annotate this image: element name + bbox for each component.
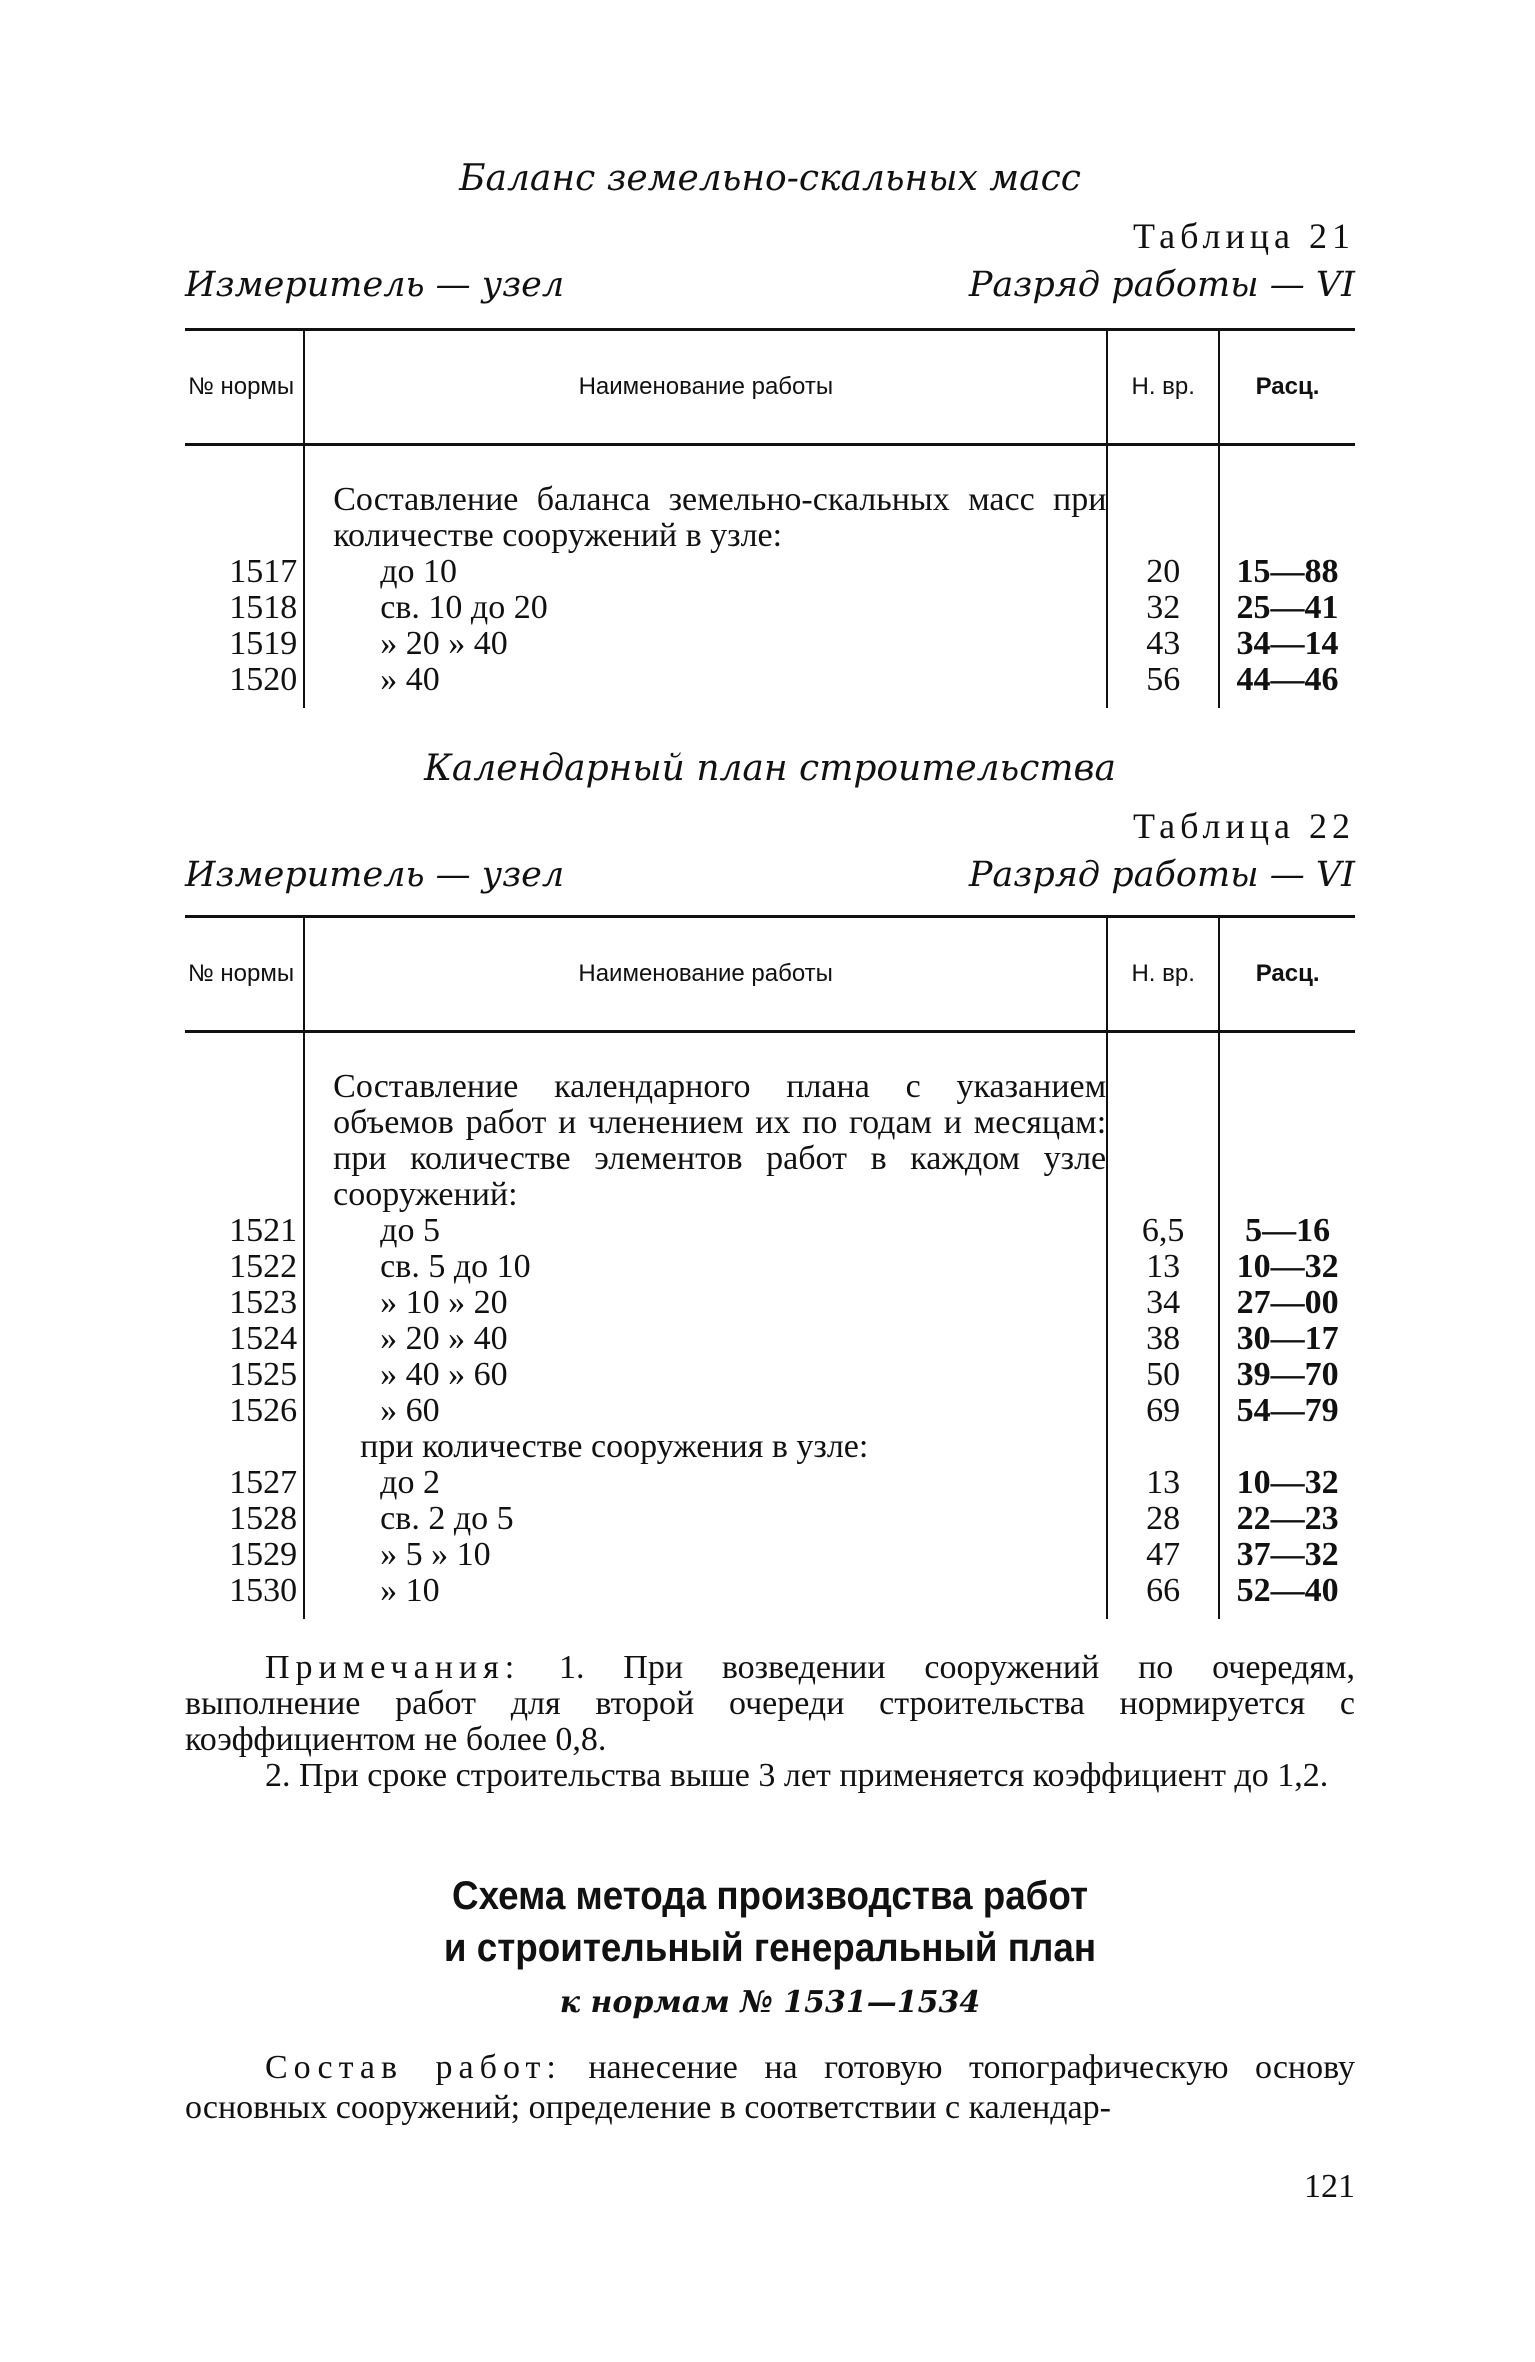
section-subheading: к нормам № 1531—1534 bbox=[559, 1985, 981, 2020]
row-work-name: св. 2 до 5 bbox=[304, 1501, 1107, 1537]
header-norm-no: № нормы bbox=[185, 917, 304, 1032]
row-rate: 30—17 bbox=[1236, 1320, 1339, 1357]
row-time: 32 bbox=[1107, 590, 1219, 626]
note-2: 2. При сроке строительства выше 3 лет применяется коэффициент до 1,2. bbox=[265, 1757, 1329, 1794]
header-rate: Расц. bbox=[1219, 330, 1355, 445]
row-work-name: » 20 » 40 bbox=[304, 1321, 1107, 1357]
header-time: Н. вр. bbox=[1107, 917, 1219, 1032]
row-work-name: до 2 bbox=[304, 1465, 1107, 1501]
table21-meter: Измеритель — узел bbox=[185, 265, 565, 305]
row-rate: 10—32 bbox=[1236, 1248, 1339, 1285]
row-norm-no: 1517 bbox=[185, 554, 304, 590]
row-norm-no: 1528 bbox=[185, 1501, 304, 1537]
table22-title: Календарный план строительства bbox=[424, 748, 1116, 789]
table-row bbox=[185, 1249, 1355, 1285]
row-work-name: » 10 » 20 bbox=[304, 1285, 1107, 1321]
table-row bbox=[185, 1573, 1355, 1619]
row-time: 13 bbox=[1107, 1465, 1219, 1501]
header-time: Н. вр. bbox=[1107, 330, 1219, 445]
table-row bbox=[185, 626, 1355, 662]
row-norm-no: 1521 bbox=[185, 1213, 304, 1249]
section-heading-line2: и строительный генеральный план bbox=[443, 1926, 1097, 1970]
row-time: 38 bbox=[1107, 1321, 1219, 1357]
row-norm-no: 1525 bbox=[185, 1357, 304, 1393]
table-row bbox=[185, 1537, 1355, 1573]
table22 bbox=[185, 915, 1355, 1619]
row-norm-no: 1523 bbox=[185, 1285, 304, 1321]
table-row bbox=[185, 662, 1355, 708]
table22-intro-row bbox=[185, 1032, 1355, 1214]
notes bbox=[185, 1650, 1355, 1794]
row-work-name: до 5 bbox=[304, 1213, 1107, 1249]
table21-grade: Разряд работы — VI bbox=[968, 265, 1355, 305]
row-time: 43 bbox=[1107, 626, 1219, 662]
row-work-name: » 5 » 10 bbox=[304, 1537, 1107, 1573]
table22-header-row bbox=[185, 917, 1355, 1032]
table21-number: Таблица 21 bbox=[1133, 216, 1355, 256]
row-norm-no: 1518 bbox=[185, 590, 304, 626]
table-row bbox=[185, 1285, 1355, 1321]
row-time: 34 bbox=[1107, 1285, 1219, 1321]
table22-grade: Разряд работы — VI bbox=[968, 855, 1355, 895]
row-work-name: » 10 bbox=[304, 1573, 1107, 1619]
row-rate: 27—00 bbox=[1236, 1284, 1339, 1321]
table21-header-row bbox=[185, 330, 1355, 445]
table-row bbox=[185, 1501, 1355, 1537]
table22-meter: Измеритель — узел bbox=[185, 855, 565, 895]
work-composition bbox=[185, 2048, 1355, 2128]
row-norm-no: 1522 bbox=[185, 1249, 304, 1285]
table22-subintro-row bbox=[185, 1429, 1355, 1465]
row-work-name: » 60 bbox=[304, 1393, 1107, 1429]
table21-intro-row bbox=[185, 445, 1355, 555]
row-work-name: » 40 bbox=[304, 662, 1107, 708]
row-rate: 10—32 bbox=[1236, 1464, 1339, 1501]
row-rate: 37—32 bbox=[1236, 1536, 1339, 1573]
page-number: 121 bbox=[1304, 2168, 1355, 2205]
row-time: 6,5 bbox=[1107, 1213, 1219, 1249]
header-work-name: Наименование работы bbox=[304, 917, 1107, 1032]
composition-text: нанесение на готовую топографическую основу основных сооружений; определение в соответствии с календар- bbox=[185, 2049, 1356, 2126]
header-norm-no: № нормы bbox=[185, 330, 304, 445]
table-row bbox=[185, 1213, 1355, 1249]
section-heading bbox=[232, 1870, 1308, 1974]
row-time: 47 bbox=[1107, 1537, 1219, 1573]
row-rate: 54—79 bbox=[1236, 1392, 1339, 1429]
header-work-name: Наименование работы bbox=[304, 330, 1107, 445]
row-rate: 44—46 bbox=[1236, 661, 1339, 698]
row-norm-no: 1519 bbox=[185, 626, 304, 662]
table-row bbox=[185, 1393, 1355, 1429]
row-time: 69 bbox=[1107, 1393, 1219, 1429]
table21-intro: Составление баланса земельно-скальных масс при количестве сооружений в узле: bbox=[304, 445, 1107, 555]
row-work-name: » 20 » 40 bbox=[304, 626, 1107, 662]
table-row bbox=[185, 1357, 1355, 1393]
table-row bbox=[185, 590, 1355, 626]
row-norm-no: 1526 bbox=[185, 1393, 304, 1429]
header-rate: Расц. bbox=[1219, 917, 1355, 1032]
row-norm-no: 1529 bbox=[185, 1537, 304, 1573]
row-norm-no: 1520 bbox=[185, 662, 304, 708]
row-work-name: » 40 » 60 bbox=[304, 1357, 1107, 1393]
note-1 bbox=[185, 1650, 1355, 1758]
row-norm-no: 1530 bbox=[185, 1573, 304, 1619]
table21-title: Баланс земельно-скальных масс bbox=[459, 158, 1081, 199]
table-row bbox=[185, 554, 1355, 590]
row-time: 50 bbox=[1107, 1357, 1219, 1393]
row-norm-no: 1524 bbox=[185, 1321, 304, 1357]
row-time: 66 bbox=[1107, 1573, 1219, 1619]
row-rate: 34—14 bbox=[1236, 625, 1339, 662]
row-work-name: св. 10 до 20 bbox=[304, 590, 1107, 626]
composition-label: Состав работ: bbox=[265, 2049, 562, 2086]
table22-intro: Составление календарного плана с указанием объемов работ и членением их по годам и месяцам: при количестве элементов работ в каждом узле сооружений: bbox=[304, 1032, 1107, 1214]
row-rate: 22—23 bbox=[1236, 1500, 1339, 1537]
table-row bbox=[185, 1465, 1355, 1501]
row-rate: 5—16 bbox=[1245, 1212, 1331, 1249]
table22-subintro: при количестве сооружения в узле: bbox=[304, 1429, 1107, 1465]
table21 bbox=[185, 328, 1355, 708]
row-time: 13 bbox=[1107, 1249, 1219, 1285]
notes-label: Примечания: bbox=[265, 1649, 521, 1686]
table-row bbox=[185, 1321, 1355, 1357]
note-1-text: 1. При возведении сооружений по очередям, выполнение работ для второй очереди строительства нормируется с коэффициентом не более 0,8. bbox=[185, 1649, 1355, 1758]
row-rate: 52—40 bbox=[1236, 1572, 1339, 1609]
row-time: 20 bbox=[1107, 554, 1219, 590]
row-rate: 25—41 bbox=[1236, 589, 1339, 626]
table22-number: Таблица 22 bbox=[1133, 806, 1355, 846]
row-work-name: св. 5 до 10 bbox=[304, 1249, 1107, 1285]
row-time: 56 bbox=[1107, 662, 1219, 708]
row-rate: 39—70 bbox=[1236, 1356, 1339, 1393]
row-time: 28 bbox=[1107, 1501, 1219, 1537]
section-heading-line1: Схема метода производства работ bbox=[451, 1874, 1089, 1918]
row-rate: 15—88 bbox=[1236, 553, 1339, 590]
row-norm-no: 1527 bbox=[185, 1465, 304, 1501]
row-work-name: до 10 bbox=[304, 554, 1107, 590]
